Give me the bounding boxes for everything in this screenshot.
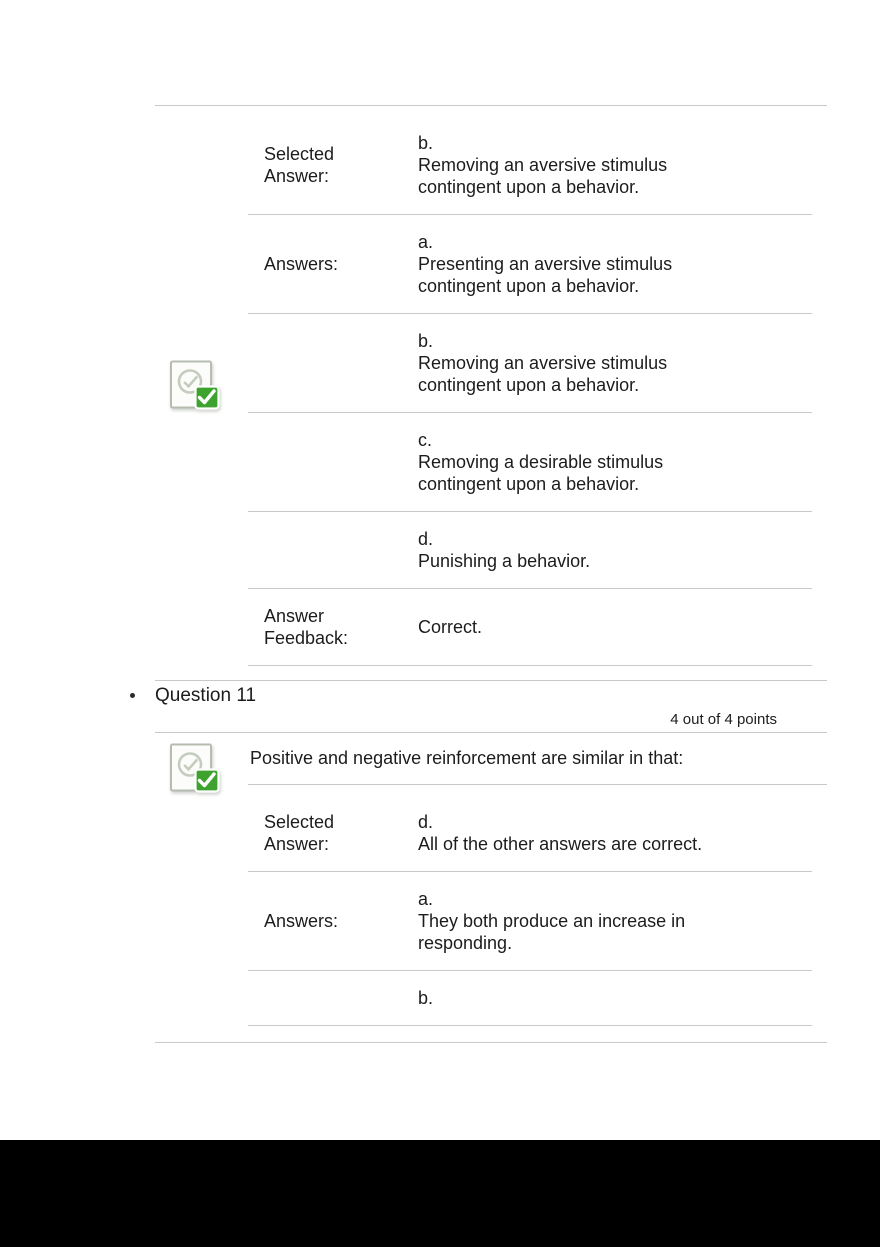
question-11-header bbox=[155, 684, 827, 707]
question-11-main bbox=[248, 733, 827, 1026]
answer-letter: b. bbox=[418, 331, 434, 351]
question-text: Positive and negative reinforcement are similar in that: bbox=[250, 748, 684, 768]
correct-question-icon bbox=[169, 360, 221, 410]
row-value bbox=[418, 330, 812, 396]
answer-text: Removing an aversive stimulus contingent upon a behavior. bbox=[418, 155, 668, 197]
row-value bbox=[418, 528, 812, 572]
answer-feedback-row bbox=[248, 589, 812, 666]
answer-letter: c. bbox=[418, 430, 433, 450]
answer-text: Punishing a behavior. bbox=[418, 551, 591, 571]
answer-letter: d. bbox=[418, 812, 434, 832]
answer-text: All of the other answers are correct. bbox=[418, 834, 703, 854]
answer-row bbox=[248, 106, 812, 215]
row-value bbox=[418, 888, 812, 954]
answer-text: They both produce an increase in responding. bbox=[418, 911, 686, 953]
answer-row bbox=[248, 971, 812, 1026]
answers-label: Answers: bbox=[264, 254, 339, 274]
answer-letter: b. bbox=[418, 133, 434, 153]
answer-row bbox=[248, 413, 812, 512]
answers-label: Answers: bbox=[264, 911, 339, 931]
answer-row bbox=[248, 314, 812, 413]
divider bbox=[155, 1042, 827, 1043]
question-11-block bbox=[155, 733, 827, 1026]
selected-answer-label: Selected Answer: bbox=[264, 812, 335, 854]
answer-row bbox=[248, 872, 812, 971]
answer-text: Presenting an aversive stimulus contingent upon a behavior. bbox=[418, 254, 673, 296]
row-label bbox=[248, 451, 418, 473]
row-label bbox=[248, 987, 418, 1009]
list-bullet bbox=[130, 693, 135, 698]
row-value bbox=[418, 231, 812, 297]
points-badge: 4 out of 4 points bbox=[670, 711, 777, 728]
row-label bbox=[248, 910, 418, 932]
answer-letter: a. bbox=[418, 232, 434, 252]
row-label bbox=[248, 352, 418, 374]
answer-feedback-label: Answer Feedback: bbox=[264, 606, 349, 648]
answer-letter: d. bbox=[418, 529, 434, 549]
row-value bbox=[418, 616, 812, 638]
answer-text: Removing a desirable stimulus contingent upon a behavior. bbox=[418, 452, 664, 494]
question-previous-block bbox=[155, 106, 827, 666]
bottom-black-bar bbox=[0, 1140, 880, 1247]
row-label bbox=[248, 253, 418, 275]
question-title: Question 11 bbox=[155, 685, 257, 706]
divider bbox=[155, 680, 827, 681]
answer-row bbox=[248, 785, 812, 872]
row-value bbox=[418, 429, 812, 495]
answers-table bbox=[248, 106, 812, 666]
feedback-text: Correct. bbox=[418, 617, 483, 637]
answer-row bbox=[248, 512, 812, 589]
row-label bbox=[248, 811, 418, 855]
answers-table bbox=[248, 785, 812, 1026]
row-value bbox=[418, 987, 812, 1009]
row-label bbox=[248, 605, 418, 649]
answer-text: Removing an aversive stimulus contingent upon a behavior. bbox=[418, 353, 668, 395]
answer-row bbox=[248, 215, 812, 314]
answer-letter: b. bbox=[418, 988, 434, 1008]
correct-question-icon bbox=[169, 743, 221, 793]
row-value bbox=[418, 132, 812, 198]
row-label bbox=[248, 143, 418, 187]
row-value bbox=[418, 811, 812, 855]
selected-answer-label: Selected Answer: bbox=[264, 144, 335, 186]
quiz-content bbox=[155, 0, 827, 1043]
row-label bbox=[248, 539, 418, 561]
answer-letter: a. bbox=[418, 889, 434, 909]
